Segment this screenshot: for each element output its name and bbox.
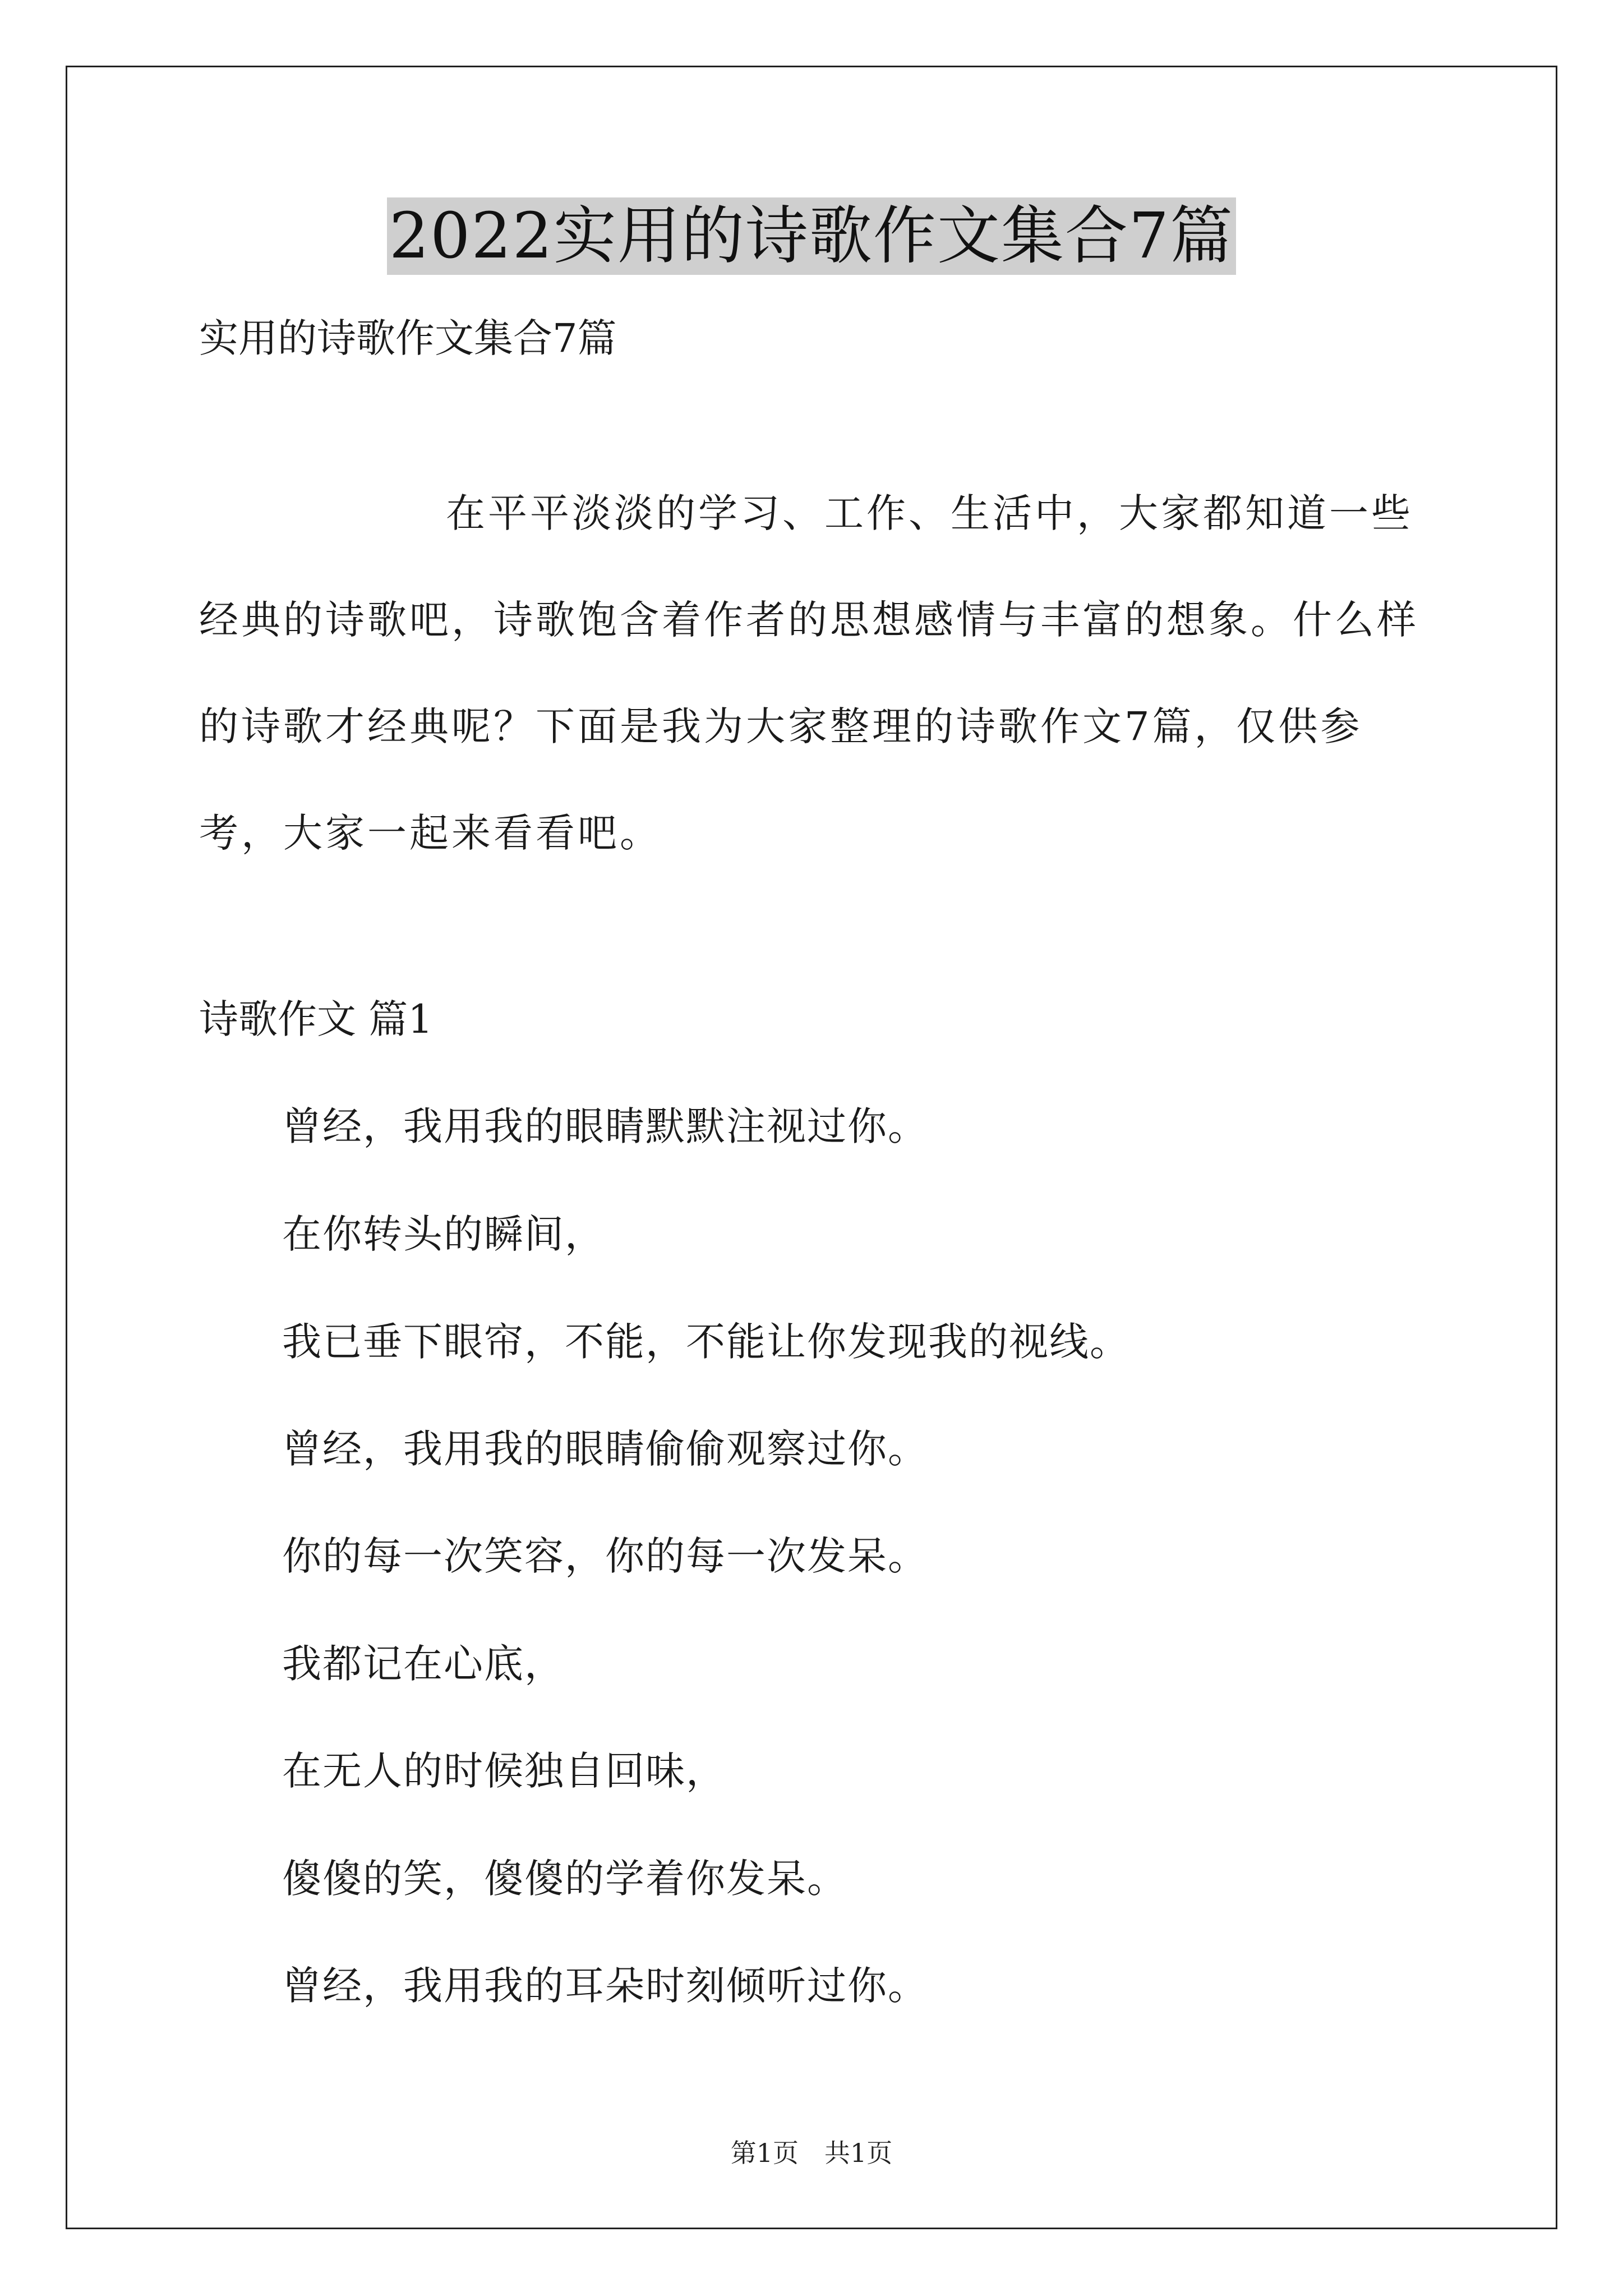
poem-line: 在无人的时候独自回味， (282, 1748, 726, 1794)
poem-line: 我已垂下眼帘，不能，不能让你发现我的视线。 (282, 1319, 1130, 1365)
poem-line: 曾经，我用我的眼睛偷偷观察过你。 (282, 1426, 928, 1472)
poem-line: 在你转头的瞬间， (282, 1211, 605, 1257)
section-title: 诗歌作文 篇1 (199, 996, 433, 1042)
document-subtitle: 实用的诗歌作文集合7篇 (199, 315, 617, 361)
page-total: 共1页 (824, 2138, 893, 2168)
page-footer (0, 2136, 1623, 2170)
intro-paragraph: 在平平淡淡的学习、工作、生活中，大家都知道一些经典的诗歌吧，诗歌饱含着作者的思想感情与丰富的想象。什么样的诗歌才经典呢？下面是我为大家整理的诗歌作文7篇，仅供参考，大家一起来看看吧。 (199, 490, 1419, 856)
page-number: 第1页 (730, 2138, 799, 2168)
poem-line: 我都记在心底， (282, 1641, 565, 1687)
title-container (0, 197, 1623, 275)
document-title: 2022实用的诗歌作文集合7篇 (387, 197, 1236, 275)
poem-line: 曾经，我用我的耳朵时刻倾听过你。 (282, 1963, 928, 2009)
poem-line: 曾经，我用我的眼睛默默注视过你。 (282, 1103, 928, 1149)
poem-line: 傻傻的笑，傻傻的学着你发呆。 (282, 1856, 847, 1902)
poem-line: 你的每一次笑容，你的每一次发呆。 (282, 1533, 928, 1579)
